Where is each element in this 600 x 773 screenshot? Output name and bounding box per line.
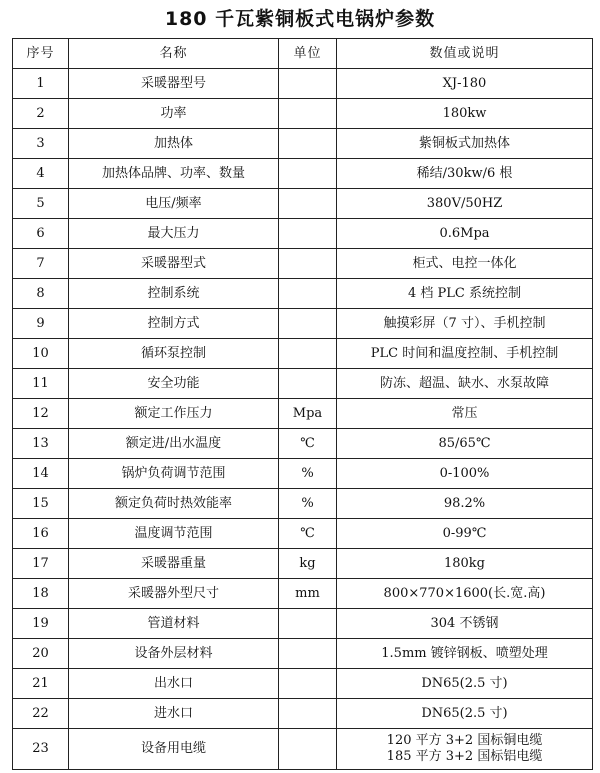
row-value: 304 不锈钢 — [337, 609, 593, 639]
header-unit: 单位 — [279, 39, 337, 69]
row-unit — [279, 309, 337, 339]
table-row — [13, 549, 593, 579]
header-name: 名称 — [69, 39, 279, 69]
row-unit: mm — [279, 579, 337, 609]
row-no: 5 — [13, 189, 69, 219]
row-name: 额定进/出水温度 — [69, 429, 279, 459]
row-name: 控制系统 — [69, 279, 279, 309]
row-unit — [279, 219, 337, 249]
row-unit: ℃ — [279, 429, 337, 459]
table-row — [13, 459, 593, 489]
row-value: 0-99℃ — [337, 519, 593, 549]
table-row — [13, 609, 593, 639]
table-row — [13, 519, 593, 549]
row-name: 最大压力 — [69, 219, 279, 249]
row-unit: % — [279, 459, 337, 489]
row-name: 电压/频率 — [69, 189, 279, 219]
row-value: 0.6Mpa — [337, 219, 593, 249]
row-name: 锅炉负荷调节范围 — [69, 459, 279, 489]
row-value: 常压 — [337, 399, 593, 429]
row-unit: ℃ — [279, 519, 337, 549]
table-row — [13, 489, 593, 519]
row-value: 柜式、电控一体化 — [337, 249, 593, 279]
row-name: 安全功能 — [69, 369, 279, 399]
row-no: 2 — [13, 99, 69, 129]
row-value: 380V/50HZ — [337, 189, 593, 219]
row-value — [337, 729, 593, 770]
row-name: 采暖器型号 — [69, 69, 279, 99]
row-no: 10 — [13, 339, 69, 369]
table-row — [13, 699, 593, 729]
row-unit — [279, 369, 337, 399]
row-name: 加热体 — [69, 129, 279, 159]
row-unit — [279, 279, 337, 309]
row-value: 防冻、超温、缺水、水泵故障 — [337, 369, 593, 399]
row-name: 额定工作压力 — [69, 399, 279, 429]
table-row — [13, 429, 593, 459]
table-row — [13, 99, 593, 129]
row-value: DN65(2.5 寸) — [337, 669, 593, 699]
table-row — [13, 399, 593, 429]
row-value-line-2: 185 平方 3+2 国标铝电缆 — [386, 749, 543, 764]
row-name: 设备外层材料 — [69, 639, 279, 669]
table-row — [13, 639, 593, 669]
row-unit — [279, 669, 337, 699]
row-unit — [279, 99, 337, 129]
row-name: 功率 — [69, 99, 279, 129]
row-no: 17 — [13, 549, 69, 579]
row-name: 设备用电缆 — [69, 729, 279, 770]
row-no: 22 — [13, 699, 69, 729]
row-value: 180kw — [337, 99, 593, 129]
row-name: 控制方式 — [69, 309, 279, 339]
row-no: 11 — [13, 369, 69, 399]
row-unit — [279, 189, 337, 219]
row-unit — [279, 159, 337, 189]
row-value: XJ-180 — [337, 69, 593, 99]
row-value-line-1: 120 平方 3+2 国标铜电缆 — [386, 733, 543, 748]
row-value: 稀结/30kw/6 根 — [337, 159, 593, 189]
row-value: 紫铜板式加热体 — [337, 129, 593, 159]
table-row — [13, 339, 593, 369]
row-name: 额定负荷时热效能率 — [69, 489, 279, 519]
table-row — [13, 579, 593, 609]
row-no: 23 — [13, 729, 69, 770]
row-unit — [279, 69, 337, 99]
row-name: 采暖器外型尺寸 — [69, 579, 279, 609]
row-value: 180kg — [337, 549, 593, 579]
row-value: PLC 时间和温度控制、手机控制 — [337, 339, 593, 369]
parameter-table — [12, 38, 593, 770]
row-unit — [279, 609, 337, 639]
row-value: DN65(2.5 寸) — [337, 699, 593, 729]
row-name: 循环泵控制 — [69, 339, 279, 369]
page-title: 180 千瓦紫铜板式电锅炉参数 — [164, 8, 436, 30]
row-no: 16 — [13, 519, 69, 549]
table-row — [13, 189, 593, 219]
row-no: 3 — [13, 129, 69, 159]
row-name: 采暖器重量 — [69, 549, 279, 579]
row-no: 20 — [13, 639, 69, 669]
row-value: 0-100% — [337, 459, 593, 489]
table-row — [13, 129, 593, 159]
table-row — [13, 219, 593, 249]
row-value: 800×770×1600(长.宽.高) — [337, 579, 593, 609]
row-no: 9 — [13, 309, 69, 339]
row-value: 4 档 PLC 系统控制 — [337, 279, 593, 309]
row-name: 采暖器型式 — [69, 249, 279, 279]
row-unit — [279, 699, 337, 729]
row-no: 13 — [13, 429, 69, 459]
table-row — [13, 729, 593, 770]
row-value: 触摸彩屏（7 寸）、手机控制 — [337, 309, 593, 339]
table-row — [13, 69, 593, 99]
row-name: 温度调节范围 — [69, 519, 279, 549]
row-no: 21 — [13, 669, 69, 699]
table-row — [13, 669, 593, 699]
row-no: 18 — [13, 579, 69, 609]
row-no: 19 — [13, 609, 69, 639]
row-unit — [279, 639, 337, 669]
row-no: 1 — [13, 69, 69, 99]
row-name: 加热体品牌、功率、数量 — [69, 159, 279, 189]
row-value: 85/65℃ — [337, 429, 593, 459]
table-row — [13, 279, 593, 309]
row-value: 1.5mm 镀锌钢板、喷塑处理 — [337, 639, 593, 669]
row-no: 4 — [13, 159, 69, 189]
row-no: 6 — [13, 219, 69, 249]
row-name: 进水口 — [69, 699, 279, 729]
row-unit: kg — [279, 549, 337, 579]
row-unit: % — [279, 489, 337, 519]
row-unit — [279, 249, 337, 279]
row-no: 14 — [13, 459, 69, 489]
table-row — [13, 369, 593, 399]
row-unit: Mpa — [279, 399, 337, 429]
table-row — [13, 249, 593, 279]
row-name: 出水口 — [69, 669, 279, 699]
row-name: 管道材料 — [69, 609, 279, 639]
table-header-row — [13, 39, 593, 69]
row-no: 8 — [13, 279, 69, 309]
row-unit — [279, 129, 337, 159]
header-value: 数值或说明 — [337, 39, 593, 69]
row-no: 12 — [13, 399, 69, 429]
table-row — [13, 309, 593, 339]
table-row — [13, 159, 593, 189]
row-unit — [279, 729, 337, 770]
row-no: 7 — [13, 249, 69, 279]
row-unit — [279, 339, 337, 369]
row-value: 98.2% — [337, 489, 593, 519]
row-no: 15 — [13, 489, 69, 519]
header-no: 序号 — [13, 39, 69, 69]
